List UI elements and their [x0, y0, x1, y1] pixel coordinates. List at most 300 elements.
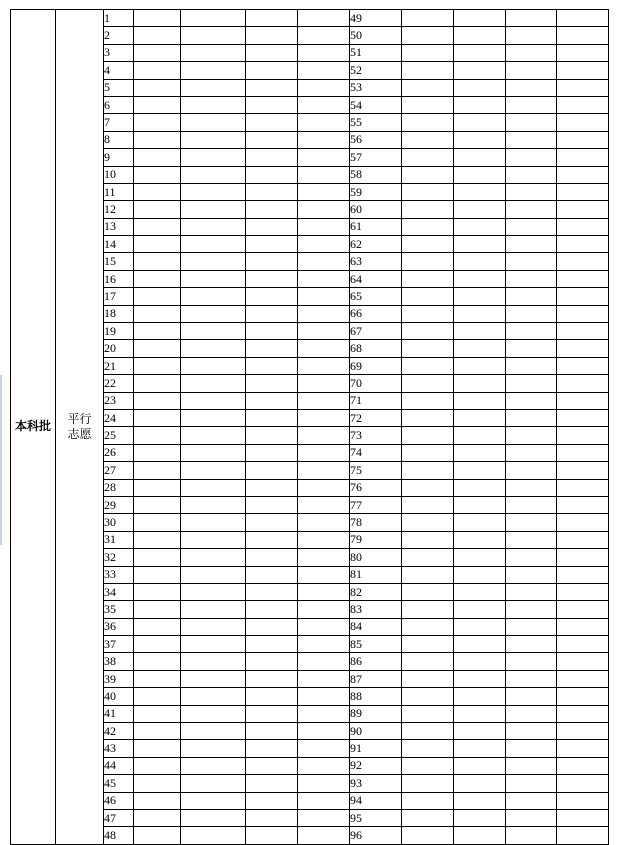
entry-cell[interactable]	[181, 705, 246, 722]
entry-cell[interactable]	[298, 514, 350, 531]
entry-cell[interactable]	[246, 357, 298, 374]
entry-cell[interactable]	[557, 96, 609, 113]
entry-cell[interactable]	[134, 636, 181, 653]
entry-cell[interactable]	[134, 705, 181, 722]
entry-cell[interactable]	[557, 427, 609, 444]
entry-cell[interactable]	[246, 270, 298, 287]
entry-cell[interactable]	[506, 601, 557, 618]
entry-cell[interactable]	[134, 323, 181, 340]
entry-cell[interactable]	[506, 183, 557, 200]
entry-cell[interactable]	[402, 601, 454, 618]
entry-cell[interactable]	[134, 375, 181, 392]
entry-cell[interactable]	[181, 357, 246, 374]
entry-cell[interactable]	[134, 462, 181, 479]
entry-cell[interactable]	[557, 288, 609, 305]
entry-cell[interactable]	[298, 740, 350, 757]
entry-cell[interactable]	[402, 149, 454, 166]
entry-cell[interactable]	[134, 288, 181, 305]
entry-cell[interactable]	[246, 288, 298, 305]
entry-cell[interactable]	[557, 218, 609, 235]
entry-cell[interactable]	[298, 183, 350, 200]
entry-cell[interactable]	[454, 10, 506, 27]
entry-cell[interactable]	[454, 618, 506, 635]
entry-cell[interactable]	[557, 566, 609, 583]
entry-cell[interactable]	[506, 166, 557, 183]
entry-cell[interactable]	[402, 218, 454, 235]
entry-cell[interactable]	[454, 809, 506, 826]
entry-cell[interactable]	[298, 409, 350, 426]
entry-cell[interactable]	[246, 792, 298, 809]
entry-cell[interactable]	[246, 566, 298, 583]
entry-cell[interactable]	[402, 131, 454, 148]
entry-cell[interactable]	[402, 688, 454, 705]
entry-cell[interactable]	[181, 392, 246, 409]
entry-cell[interactable]	[557, 809, 609, 826]
entry-cell[interactable]	[402, 705, 454, 722]
entry-cell[interactable]	[134, 253, 181, 270]
entry-cell[interactable]	[506, 392, 557, 409]
entry-cell[interactable]	[134, 305, 181, 322]
entry-cell[interactable]	[181, 496, 246, 513]
entry-cell[interactable]	[557, 409, 609, 426]
entry-cell[interactable]	[181, 270, 246, 287]
entry-cell[interactable]	[454, 392, 506, 409]
entry-cell[interactable]	[181, 201, 246, 218]
entry-cell[interactable]	[181, 531, 246, 548]
entry-cell[interactable]	[181, 653, 246, 670]
entry-cell[interactable]	[134, 10, 181, 27]
entry-cell[interactable]	[134, 688, 181, 705]
entry-cell[interactable]	[557, 618, 609, 635]
entry-cell[interactable]	[506, 27, 557, 44]
entry-cell[interactable]	[246, 131, 298, 148]
entry-cell[interactable]	[402, 462, 454, 479]
entry-cell[interactable]	[454, 531, 506, 548]
entry-cell[interactable]	[506, 44, 557, 61]
entry-cell[interactable]	[181, 62, 246, 79]
entry-cell[interactable]	[454, 601, 506, 618]
entry-cell[interactable]	[298, 427, 350, 444]
entry-cell[interactable]	[246, 705, 298, 722]
entry-cell[interactable]	[134, 670, 181, 687]
entry-cell[interactable]	[181, 131, 246, 148]
entry-cell[interactable]	[402, 305, 454, 322]
entry-cell[interactable]	[134, 79, 181, 96]
entry-cell[interactable]	[557, 166, 609, 183]
entry-cell[interactable]	[134, 827, 181, 844]
entry-cell[interactable]	[298, 166, 350, 183]
entry-cell[interactable]	[506, 236, 557, 253]
entry-cell[interactable]	[454, 166, 506, 183]
entry-cell[interactable]	[181, 740, 246, 757]
entry-cell[interactable]	[246, 740, 298, 757]
entry-cell[interactable]	[246, 496, 298, 513]
entry-cell[interactable]	[134, 531, 181, 548]
entry-cell[interactable]	[402, 357, 454, 374]
entry-cell[interactable]	[134, 62, 181, 79]
entry-cell[interactable]	[181, 757, 246, 774]
entry-cell[interactable]	[557, 114, 609, 131]
entry-cell[interactable]	[402, 531, 454, 548]
entry-cell[interactable]	[506, 357, 557, 374]
entry-cell[interactable]	[134, 792, 181, 809]
entry-cell[interactable]	[506, 566, 557, 583]
entry-cell[interactable]	[506, 340, 557, 357]
entry-cell[interactable]	[454, 62, 506, 79]
entry-cell[interactable]	[298, 270, 350, 287]
entry-cell[interactable]	[402, 636, 454, 653]
entry-cell[interactable]	[557, 444, 609, 461]
entry-cell[interactable]	[134, 96, 181, 113]
entry-cell[interactable]	[454, 305, 506, 322]
entry-cell[interactable]	[298, 392, 350, 409]
entry-cell[interactable]	[298, 340, 350, 357]
entry-cell[interactable]	[134, 218, 181, 235]
entry-cell[interactable]	[402, 427, 454, 444]
entry-cell[interactable]	[134, 201, 181, 218]
entry-cell[interactable]	[506, 409, 557, 426]
entry-cell[interactable]	[454, 670, 506, 687]
entry-cell[interactable]	[506, 10, 557, 27]
entry-cell[interactable]	[181, 514, 246, 531]
entry-cell[interactable]	[557, 62, 609, 79]
entry-cell[interactable]	[134, 166, 181, 183]
entry-cell[interactable]	[506, 201, 557, 218]
entry-cell[interactable]	[454, 375, 506, 392]
entry-cell[interactable]	[454, 44, 506, 61]
entry-cell[interactable]	[506, 583, 557, 600]
entry-cell[interactable]	[246, 114, 298, 131]
entry-cell[interactable]	[506, 444, 557, 461]
entry-cell[interactable]	[134, 427, 181, 444]
entry-cell[interactable]	[134, 723, 181, 740]
entry-cell[interactable]	[557, 549, 609, 566]
entry-cell[interactable]	[506, 636, 557, 653]
entry-cell[interactable]	[246, 62, 298, 79]
entry-cell[interactable]	[557, 757, 609, 774]
entry-cell[interactable]	[298, 375, 350, 392]
entry-cell[interactable]	[298, 44, 350, 61]
entry-cell[interactable]	[246, 688, 298, 705]
entry-cell[interactable]	[246, 305, 298, 322]
entry-cell[interactable]	[298, 96, 350, 113]
entry-cell[interactable]	[402, 375, 454, 392]
entry-cell[interactable]	[246, 775, 298, 792]
entry-cell[interactable]	[246, 601, 298, 618]
entry-cell[interactable]	[402, 288, 454, 305]
entry-cell[interactable]	[454, 357, 506, 374]
entry-cell[interactable]	[298, 670, 350, 687]
entry-cell[interactable]	[246, 79, 298, 96]
entry-cell[interactable]	[298, 757, 350, 774]
entry-cell[interactable]	[246, 218, 298, 235]
entry-cell[interactable]	[246, 166, 298, 183]
entry-cell[interactable]	[557, 305, 609, 322]
entry-cell[interactable]	[402, 409, 454, 426]
entry-cell[interactable]	[298, 496, 350, 513]
entry-cell[interactable]	[246, 531, 298, 548]
entry-cell[interactable]	[402, 740, 454, 757]
entry-cell[interactable]	[181, 149, 246, 166]
entry-cell[interactable]	[298, 636, 350, 653]
entry-cell[interactable]	[557, 479, 609, 496]
entry-cell[interactable]	[557, 653, 609, 670]
entry-cell[interactable]	[402, 583, 454, 600]
entry-cell[interactable]	[134, 114, 181, 131]
entry-cell[interactable]	[134, 27, 181, 44]
entry-cell[interactable]	[298, 236, 350, 253]
entry-cell[interactable]	[454, 270, 506, 287]
entry-cell[interactable]	[557, 149, 609, 166]
entry-cell[interactable]	[134, 740, 181, 757]
entry-cell[interactable]	[298, 549, 350, 566]
entry-cell[interactable]	[506, 549, 557, 566]
entry-cell[interactable]	[246, 236, 298, 253]
entry-cell[interactable]	[557, 323, 609, 340]
entry-cell[interactable]	[557, 531, 609, 548]
entry-cell[interactable]	[506, 479, 557, 496]
entry-cell[interactable]	[246, 409, 298, 426]
entry-cell[interactable]	[246, 723, 298, 740]
entry-cell[interactable]	[246, 653, 298, 670]
entry-cell[interactable]	[246, 670, 298, 687]
entry-cell[interactable]	[402, 340, 454, 357]
entry-cell[interactable]	[506, 705, 557, 722]
entry-cell[interactable]	[134, 444, 181, 461]
entry-cell[interactable]	[181, 236, 246, 253]
entry-cell[interactable]	[454, 775, 506, 792]
entry-cell[interactable]	[402, 670, 454, 687]
entry-cell[interactable]	[557, 792, 609, 809]
entry-cell[interactable]	[134, 392, 181, 409]
entry-cell[interactable]	[506, 653, 557, 670]
entry-cell[interactable]	[402, 10, 454, 27]
entry-cell[interactable]	[454, 688, 506, 705]
entry-cell[interactable]	[181, 427, 246, 444]
entry-cell[interactable]	[557, 392, 609, 409]
entry-cell[interactable]	[557, 514, 609, 531]
entry-cell[interactable]	[298, 201, 350, 218]
entry-cell[interactable]	[506, 809, 557, 826]
entry-cell[interactable]	[506, 149, 557, 166]
entry-cell[interactable]	[454, 566, 506, 583]
entry-cell[interactable]	[181, 566, 246, 583]
entry-cell[interactable]	[402, 618, 454, 635]
entry-cell[interactable]	[181, 583, 246, 600]
entry-cell[interactable]	[402, 236, 454, 253]
entry-cell[interactable]	[454, 131, 506, 148]
entry-cell[interactable]	[298, 357, 350, 374]
entry-cell[interactable]	[454, 653, 506, 670]
entry-cell[interactable]	[454, 496, 506, 513]
entry-cell[interactable]	[246, 827, 298, 844]
entry-cell[interactable]	[557, 496, 609, 513]
entry-cell[interactable]	[298, 601, 350, 618]
entry-cell[interactable]	[506, 323, 557, 340]
entry-cell[interactable]	[134, 514, 181, 531]
entry-cell[interactable]	[298, 479, 350, 496]
entry-cell[interactable]	[506, 114, 557, 131]
entry-cell[interactable]	[506, 218, 557, 235]
entry-cell[interactable]	[246, 27, 298, 44]
entry-cell[interactable]	[506, 757, 557, 774]
entry-cell[interactable]	[246, 444, 298, 461]
entry-cell[interactable]	[181, 96, 246, 113]
entry-cell[interactable]	[298, 218, 350, 235]
entry-cell[interactable]	[181, 444, 246, 461]
entry-cell[interactable]	[557, 340, 609, 357]
entry-cell[interactable]	[298, 827, 350, 844]
entry-cell[interactable]	[134, 409, 181, 426]
entry-cell[interactable]	[402, 44, 454, 61]
entry-cell[interactable]	[557, 462, 609, 479]
entry-cell[interactable]	[298, 723, 350, 740]
entry-cell[interactable]	[246, 340, 298, 357]
entry-cell[interactable]	[181, 340, 246, 357]
entry-cell[interactable]	[454, 253, 506, 270]
entry-cell[interactable]	[181, 27, 246, 44]
entry-cell[interactable]	[298, 566, 350, 583]
entry-cell[interactable]	[557, 201, 609, 218]
entry-cell[interactable]	[402, 96, 454, 113]
entry-cell[interactable]	[402, 323, 454, 340]
entry-cell[interactable]	[181, 409, 246, 426]
entry-cell[interactable]	[134, 479, 181, 496]
entry-cell[interactable]	[298, 288, 350, 305]
entry-cell[interactable]	[557, 27, 609, 44]
entry-cell[interactable]	[298, 323, 350, 340]
entry-cell[interactable]	[402, 479, 454, 496]
entry-cell[interactable]	[181, 792, 246, 809]
entry-cell[interactable]	[454, 792, 506, 809]
entry-cell[interactable]	[454, 549, 506, 566]
entry-cell[interactable]	[506, 62, 557, 79]
entry-cell[interactable]	[298, 149, 350, 166]
entry-cell[interactable]	[506, 305, 557, 322]
entry-cell[interactable]	[454, 114, 506, 131]
entry-cell[interactable]	[506, 288, 557, 305]
entry-cell[interactable]	[454, 827, 506, 844]
entry-cell[interactable]	[557, 723, 609, 740]
entry-cell[interactable]	[298, 62, 350, 79]
entry-cell[interactable]	[134, 131, 181, 148]
entry-cell[interactable]	[557, 583, 609, 600]
entry-cell[interactable]	[506, 131, 557, 148]
entry-cell[interactable]	[402, 27, 454, 44]
entry-cell[interactable]	[134, 653, 181, 670]
entry-cell[interactable]	[134, 340, 181, 357]
entry-cell[interactable]	[298, 462, 350, 479]
entry-cell[interactable]	[134, 775, 181, 792]
entry-cell[interactable]	[134, 44, 181, 61]
entry-cell[interactable]	[181, 166, 246, 183]
entry-cell[interactable]	[506, 496, 557, 513]
entry-cell[interactable]	[181, 218, 246, 235]
entry-cell[interactable]	[557, 183, 609, 200]
entry-cell[interactable]	[402, 444, 454, 461]
entry-cell[interactable]	[506, 723, 557, 740]
entry-cell[interactable]	[402, 253, 454, 270]
entry-cell[interactable]	[134, 549, 181, 566]
entry-cell[interactable]	[454, 201, 506, 218]
entry-cell[interactable]	[298, 79, 350, 96]
entry-cell[interactable]	[506, 427, 557, 444]
entry-cell[interactable]	[298, 705, 350, 722]
entry-cell[interactable]	[134, 357, 181, 374]
entry-cell[interactable]	[506, 531, 557, 548]
entry-cell[interactable]	[506, 462, 557, 479]
entry-cell[interactable]	[246, 636, 298, 653]
entry-cell[interactable]	[454, 740, 506, 757]
entry-cell[interactable]	[181, 775, 246, 792]
entry-cell[interactable]	[402, 201, 454, 218]
entry-cell[interactable]	[557, 44, 609, 61]
entry-cell[interactable]	[402, 809, 454, 826]
entry-cell[interactable]	[246, 201, 298, 218]
entry-cell[interactable]	[181, 601, 246, 618]
entry-cell[interactable]	[298, 792, 350, 809]
entry-cell[interactable]	[134, 583, 181, 600]
entry-cell[interactable]	[246, 809, 298, 826]
entry-cell[interactable]	[246, 149, 298, 166]
entry-cell[interactable]	[506, 792, 557, 809]
entry-cell[interactable]	[246, 427, 298, 444]
entry-cell[interactable]	[134, 809, 181, 826]
entry-cell[interactable]	[454, 427, 506, 444]
entry-cell[interactable]	[557, 253, 609, 270]
entry-cell[interactable]	[557, 10, 609, 27]
entry-cell[interactable]	[557, 270, 609, 287]
entry-cell[interactable]	[181, 253, 246, 270]
entry-cell[interactable]	[454, 583, 506, 600]
entry-cell[interactable]	[402, 757, 454, 774]
entry-cell[interactable]	[181, 44, 246, 61]
entry-cell[interactable]	[246, 44, 298, 61]
entry-cell[interactable]	[454, 149, 506, 166]
entry-cell[interactable]	[454, 27, 506, 44]
entry-cell[interactable]	[181, 305, 246, 322]
entry-cell[interactable]	[454, 409, 506, 426]
entry-cell[interactable]	[454, 479, 506, 496]
entry-cell[interactable]	[402, 566, 454, 583]
entry-cell[interactable]	[181, 288, 246, 305]
entry-cell[interactable]	[181, 723, 246, 740]
entry-cell[interactable]	[506, 688, 557, 705]
entry-cell[interactable]	[506, 827, 557, 844]
entry-cell[interactable]	[454, 462, 506, 479]
entry-cell[interactable]	[557, 236, 609, 253]
entry-cell[interactable]	[454, 183, 506, 200]
entry-cell[interactable]	[181, 183, 246, 200]
entry-cell[interactable]	[298, 653, 350, 670]
entry-cell[interactable]	[557, 705, 609, 722]
entry-cell[interactable]	[246, 514, 298, 531]
entry-cell[interactable]	[557, 688, 609, 705]
entry-cell[interactable]	[454, 636, 506, 653]
entry-cell[interactable]	[134, 618, 181, 635]
entry-cell[interactable]	[298, 114, 350, 131]
entry-cell[interactable]	[246, 96, 298, 113]
entry-cell[interactable]	[298, 10, 350, 27]
entry-cell[interactable]	[246, 479, 298, 496]
entry-cell[interactable]	[298, 618, 350, 635]
entry-cell[interactable]	[454, 705, 506, 722]
entry-cell[interactable]	[506, 270, 557, 287]
entry-cell[interactable]	[134, 566, 181, 583]
entry-cell[interactable]	[402, 653, 454, 670]
entry-cell[interactable]	[402, 183, 454, 200]
entry-cell[interactable]	[402, 79, 454, 96]
